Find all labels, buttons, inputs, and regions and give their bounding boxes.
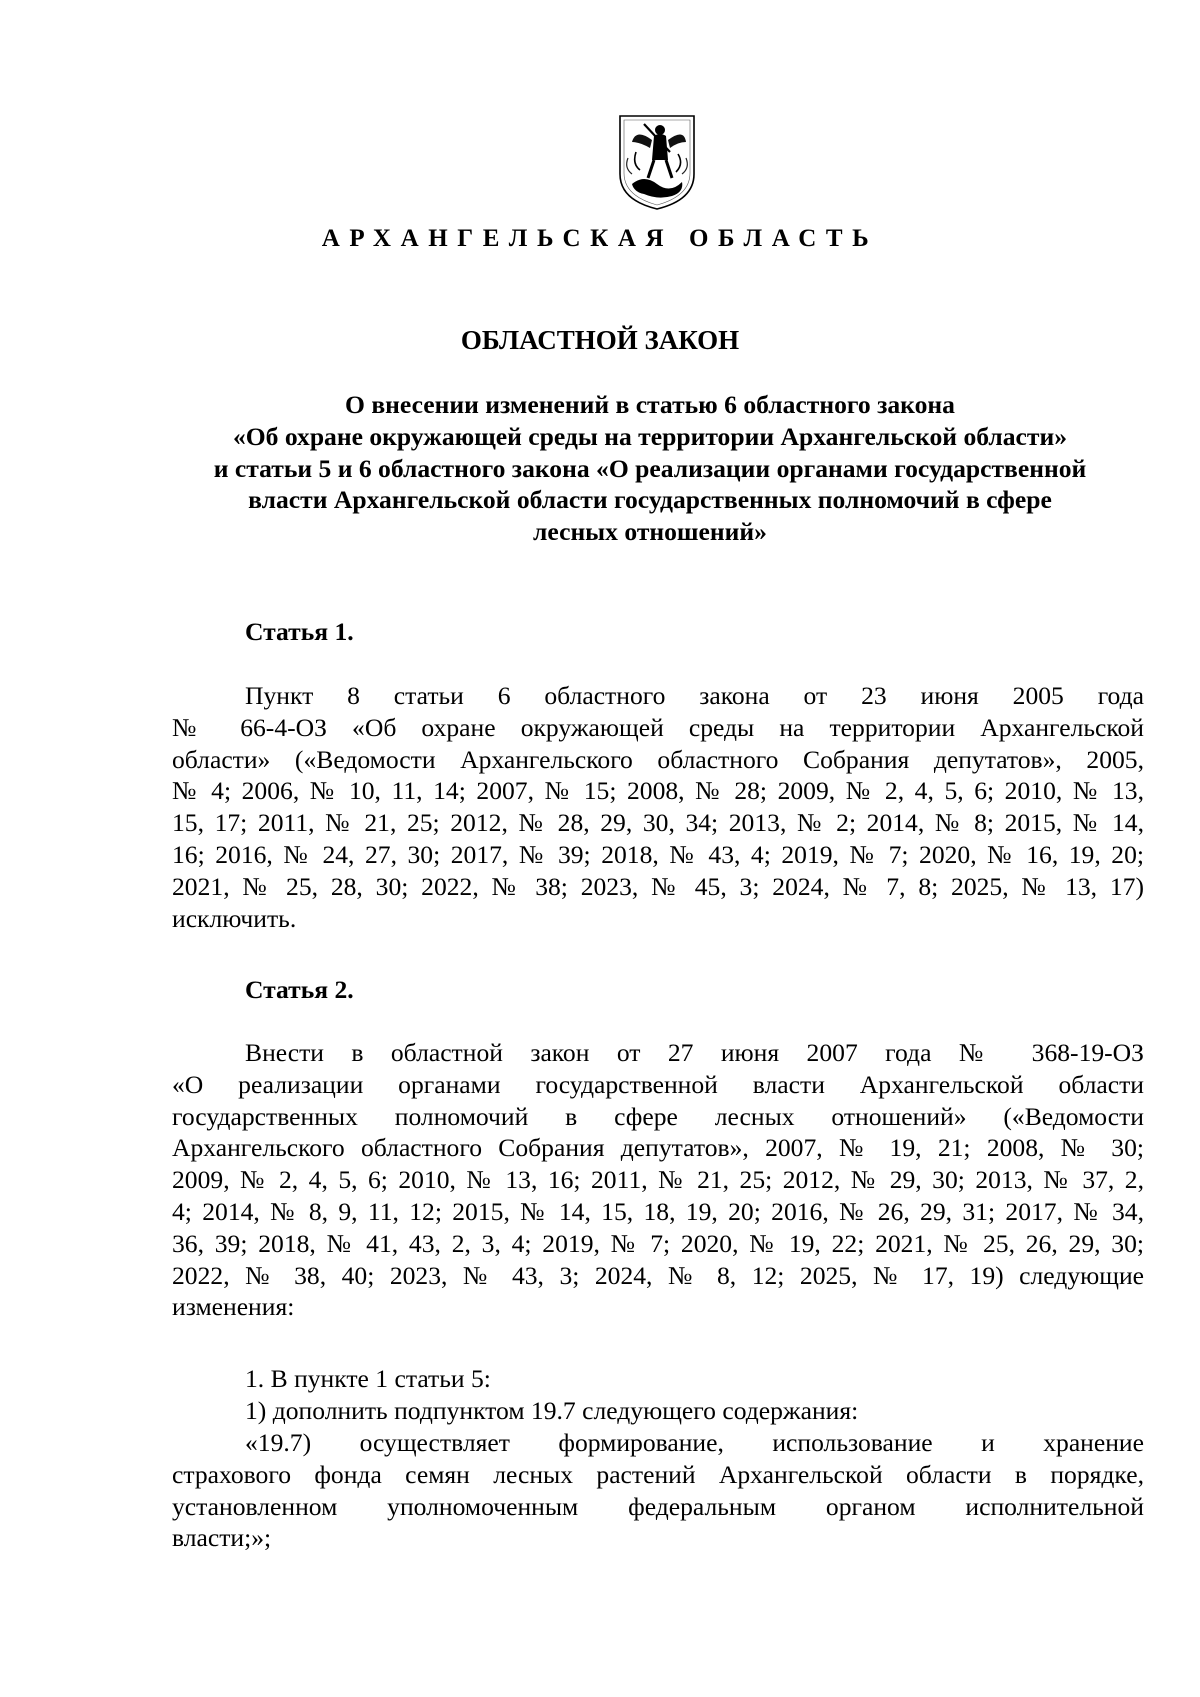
text-line: 2021, № 25, 28, 30; 2022, № 38; 2023, № 45, 3; 2024, № 7, 8; 2025, № 13, 17): [172, 871, 1144, 901]
text-line: Пункт 8 статьи 6 областного закона от 23 июня 2005 года: [245, 681, 1144, 710]
item-1: 1. В пункте 1 статьи 5:: [245, 1364, 491, 1393]
text-line: 15, 17; 2011, № 21, 25; 2012, № 28, 29, 30, 34; 2013, № 2; 2014, № 8; 2015, № 14,: [172, 808, 1144, 838]
article-1-text: [172, 680, 1144, 934]
text-line: 36, 39; 2018, № 41, 43, 2, 3, 4; 2019, № 7; 2020, № 19, 22; 2021, № 25, 26, 29, 30;: [172, 1228, 1144, 1258]
text-line: «О реализации органами государственной власти Архангельской области: [172, 1069, 1144, 1099]
coat-of-arms-icon: [614, 112, 700, 212]
law-title: [150, 389, 1150, 548]
text-line: страхового фонда семян лесных растений Архангельской области в порядке,: [172, 1459, 1144, 1489]
law-title-line: и статьи 5 и 6 областного закона «О реализации органами государственной: [213, 453, 1087, 483]
text-line: исключить.: [172, 903, 297, 933]
text-line: 16; 2016, № 24, 27, 30; 2017, № 39; 2018, № 43, 4; 2019, № 7; 2020, № 16, 19, 20;: [172, 839, 1144, 869]
law-title-line: О внесении изменений в статью 6 областного закона: [345, 390, 955, 419]
text-line: «19.7) осуществляет формирование, использование и хранение: [245, 1428, 1144, 1457]
law-title-line: «Об охране окружающей среды на территории Архангельской области»: [232, 421, 1068, 451]
text-line: государственных полномочий в сфере лесных отношений» («Ведомости: [172, 1101, 1144, 1131]
text-line: 2009, № 2, 4, 5, 6; 2010, № 13, 16; 2011, № 21, 25; 2012, № 29, 30; 2013, № 37, 2,: [172, 1165, 1144, 1195]
subitem-1: 1) дополнить подпунктом 19.7 следующего содержания:: [245, 1396, 859, 1425]
text-line: № 4; 2006, № 10, 11, 14; 2007, № 15; 2008, № 28; 2009, № 2, 4, 5, 6; 2010, № 13,: [172, 776, 1144, 806]
text-line: изменения:: [172, 1292, 295, 1322]
law-title-line: власти Архангельской области государственных полномочий в сфере: [248, 485, 1052, 515]
text-line: области» («Ведомости Архангельского областного Собрания депутатов», 2005,: [172, 744, 1144, 774]
text-line: № 66-4-ОЗ «Об охране окружающей среды на территории Архангельской: [172, 712, 1144, 742]
law-type-heading: ОБЛАСТНОЙ ЗАКОН: [460, 325, 740, 355]
text-line: Внести в областной закон от 27 июня 2007 года № 368-19-ОЗ: [245, 1038, 1144, 1067]
article-1-heading: Статья 1.: [245, 617, 354, 646]
text-line: установленном уполномоченным федеральным органом исполнительной: [172, 1491, 1144, 1521]
quoted-provision: [172, 1427, 1144, 1554]
law-title-line: лесных отношений»: [533, 517, 767, 547]
text-line: власти;»;: [172, 1523, 272, 1553]
text-line: Архангельского областного Собрания депутатов», 2007, № 19, 21; 2008, № 30;: [172, 1133, 1144, 1163]
text-line: 4; 2014, № 8, 9, 11, 12; 2015, № 14, 15, 18, 19, 20; 2016, № 26, 29, 31; 2017, № 34,: [172, 1196, 1144, 1226]
article-2-text: [172, 1037, 1144, 1323]
region-name: АРХАНГЕЛЬСКАЯ ОБЛАСТЬ: [321, 225, 879, 252]
article-2-heading: Статья 2.: [245, 975, 354, 1004]
text-line: 2022, № 38, 40; 2023, № 43, 3; 2024, № 8, 12; 2025, № 17, 19) следующие: [172, 1260, 1144, 1290]
